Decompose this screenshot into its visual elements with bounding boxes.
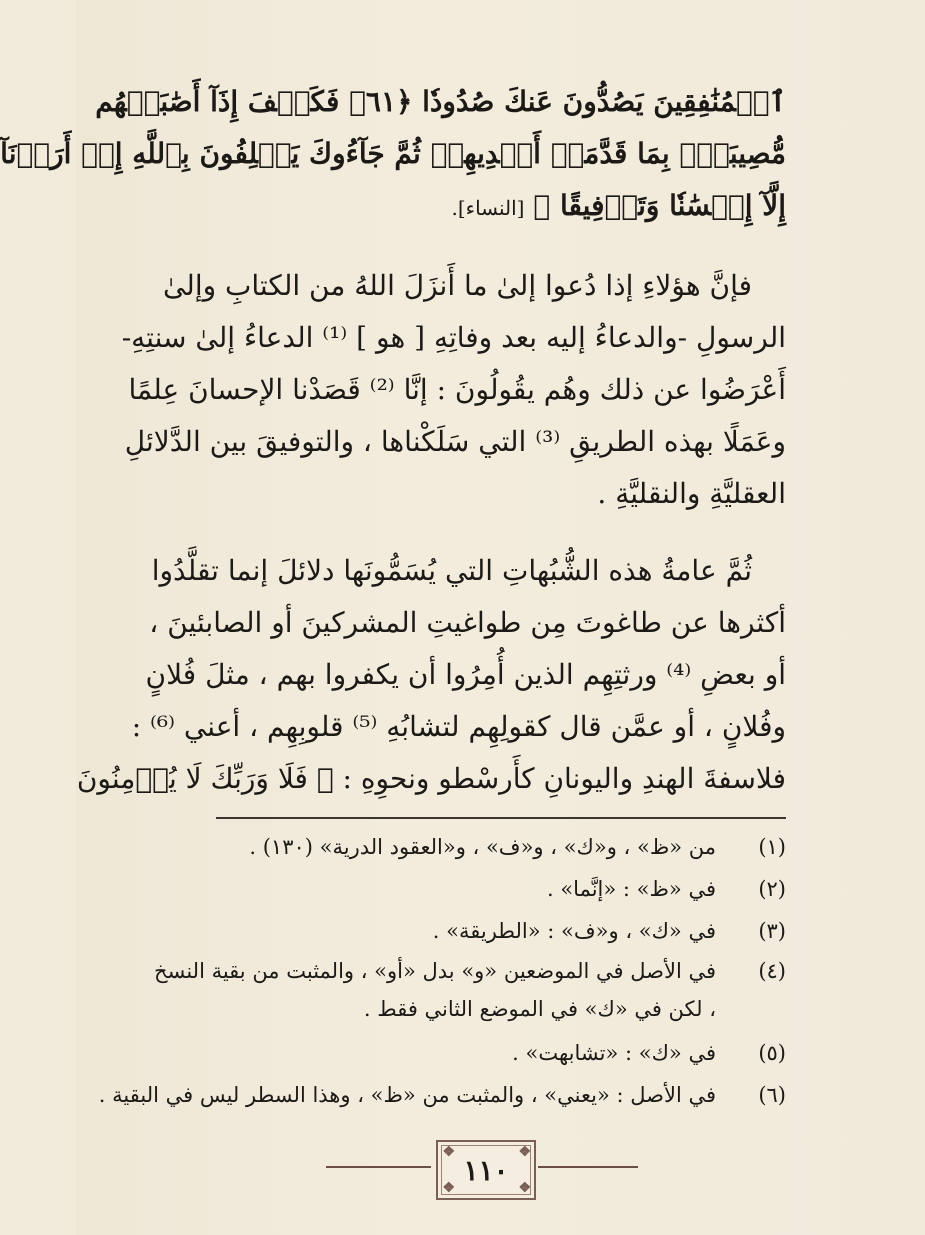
footnote-text: في «ظ» : «إنَّما» . (546, 877, 716, 901)
footnote-number: (٥) (758, 1041, 786, 1065)
paragraph-2-line-3: أَعْرَضُوا عن ذلك وهُم يقُولُونَ : إنَّا ⁽²⁾ قَصَدْنا الإحسانَ عِلمًا (128, 373, 786, 406)
footer-rule-left (326, 1166, 431, 1168)
footnote-3 (146, 910, 786, 952)
footnote-text: في الأصل : «يعني» ، والمثبت من «ظ» ، وهذا السطر ليس في البقية . (98, 1083, 716, 1107)
paragraph-3 (76, 545, 786, 805)
corner-ornament-icon: ❖ (442, 1144, 455, 1160)
footnote-1 (146, 826, 786, 868)
paragraph-3-line-2: أكثرها عن طاغوتَ مِن طواغيتِ المشركينَ أو الصابئينَ ، (149, 606, 786, 639)
quran-line-2: مُّصِيبَةُۢ بِمَا قَدَّمَتۡ أَيۡدِيهِمۡ ثُمَّ جَآءُوكَ يَحۡلِفُونَ بِٱللَّهِ إِنۡ أَرَدۡنَآ (0, 137, 786, 170)
page-number-frame (436, 1140, 536, 1200)
quran-line-1: ٱلۡمُنَٰفِقِينَ يَصُدُّونَ عَنكَ صُدُودٗا ﴿٦١﴾ فَكَيۡفَ إِذَآ أَصَٰبَتۡهُم (95, 85, 786, 118)
quran-paragraph (0, 76, 786, 232)
footnote-separator (216, 817, 786, 819)
paragraph-3-line-3: أو بعضِ ⁽⁴⁾ ورثتِهِم الذين أُمِرُوا أن يكفروا بهم ، مثلَ فُلانٍ (145, 658, 786, 691)
paragraph-2-line-5: العقليَّةِ والنقليَّةِ . (597, 477, 786, 510)
paragraph-2-line-4: وعَمَلًا بهذه الطريقِ ⁽³⁾ التي سَلَكْناها ، والتوفيقَ بين الدَّلائلِ (124, 425, 786, 458)
paragraph-2 (121, 260, 786, 520)
surah-reference: [النساء]. (451, 196, 525, 220)
footnote-2 (146, 868, 786, 910)
paragraph-3-line-5: فلاسفةَ الهندِ واليونانِ كأَرسْطو ونحوِهِ : ﴿ فَلَا وَرَبِّكَ لَا يُؤۡمِنُونَ (76, 762, 786, 795)
footer-rule-right (538, 1166, 638, 1168)
paragraph-3-line-4: وفُلانٍ ، أو عمَّن قال كقولِهِم لتشابُهِ ⁽⁵⁾ قلوبِهِم ، أعني ⁽⁶⁾ : (131, 710, 786, 743)
footnote-5 (146, 1032, 786, 1074)
footnote-text: في «ك» ، و«ف» : «الطريقة» . (432, 919, 716, 943)
footnote-number: (٢) (758, 877, 786, 901)
footnote-number: (١) (758, 835, 786, 859)
corner-ornament-icon: ❖ (518, 1144, 531, 1160)
corner-ornament-icon: ❖ (442, 1180, 455, 1196)
quran-line-3-text: إِلَّآ إِحۡسَٰنٗا وَتَوۡفِيقًا ﴾ (533, 189, 786, 222)
footnote-number: (٣) (758, 919, 786, 943)
page-number: ١١٠ (463, 1153, 509, 1187)
paragraph-3-line-1: ثُمَّ عامةُ هذه الشُّبُهاتِ التي يُسَمُّونَها دلائلَ إنما تقلَّدُوا (151, 554, 752, 587)
footnotes (98, 826, 786, 1116)
paragraph-2-line-1: فإنَّ هؤلاءِ إذا دُعوا إلىٰ ما أَنزَلَ اللهُ من الكتابِ وإلىٰ (162, 269, 752, 302)
paragraph-2-line-2: الرسولِ -والدعاءُ إليه بعد وفاتِهِ [ هو ] ⁽¹⁾ الدعاءُ إلىٰ سنتِهِ- (121, 321, 786, 354)
quran-line-3 (146, 180, 786, 232)
footnote-number: (٤) (758, 959, 786, 983)
footnote-6 (98, 1074, 786, 1116)
footnote-text: في «ك» : «تشابهت» . (512, 1041, 716, 1065)
footnote-text: من «ظ» ، و«ك» ، و«ف» ، و«العقود الدرية» (١٣٠) . (249, 835, 716, 859)
corner-ornament-icon: ❖ (518, 1180, 531, 1196)
footnote-text: في الأصل في الموضعين «و» بدل «أو» ، والمثبت من بقية النسخ ، لكن في «ك» في الموضع الثاني فقط . (154, 959, 716, 1021)
footnote-number: (٦) (758, 1083, 786, 1107)
footnote-4 (146, 952, 786, 1032)
